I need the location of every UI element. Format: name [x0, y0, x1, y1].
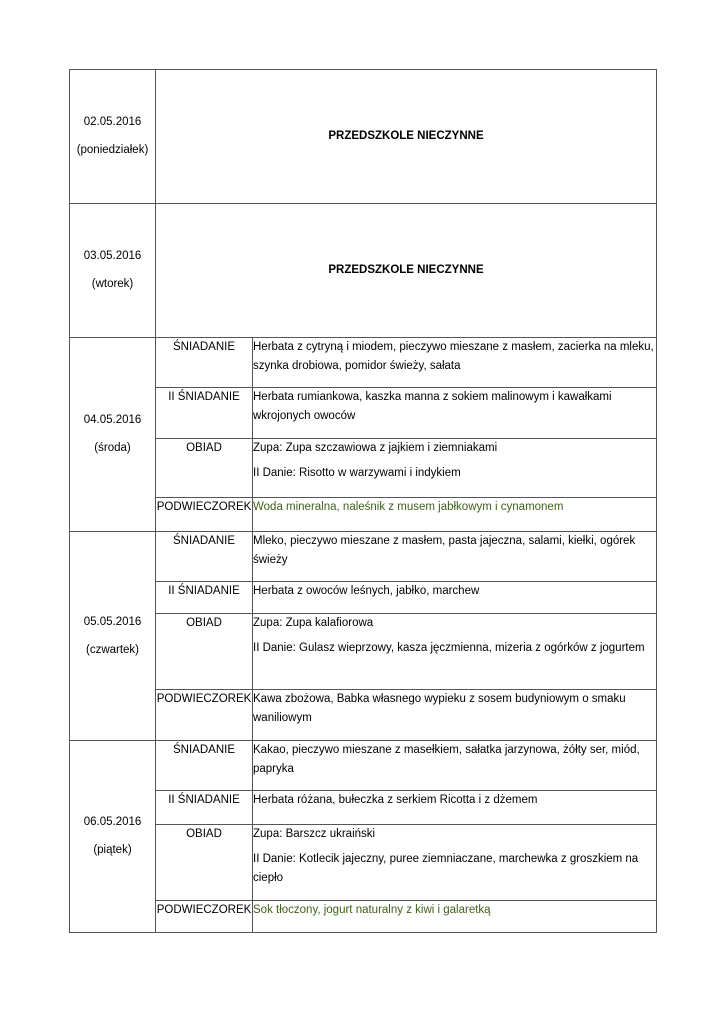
meal-text: Zupa: Zupa szczawiowa z jajkiem i ziemniakami	[253, 442, 498, 454]
meal-row	[70, 690, 657, 741]
meal-row	[70, 338, 657, 388]
meal-text: Herbata różana, bułeczka z serkiem Ricotta i z dżemem	[253, 794, 538, 806]
meal-items	[253, 614, 657, 690]
meal-row	[70, 791, 657, 825]
meal-items	[253, 582, 657, 614]
date-cell	[70, 338, 156, 532]
meal-name: ŚNIADANIE	[156, 741, 253, 791]
closed-notice: PRZEDSZKOLE NIECZYNNE	[156, 70, 657, 204]
meal-text: Zupa: Zupa kalafiorowa	[253, 617, 374, 629]
meal-text-second: II Danie: Gulasz wieprzowy, kasza jęczmienna, mizeria z ogórków z jogurtem	[253, 642, 645, 654]
date-label: 05.05.2016	[83, 615, 142, 628]
date-cell	[70, 741, 156, 933]
day-row	[70, 70, 657, 204]
meal-row	[70, 741, 657, 791]
meal-row	[70, 825, 657, 901]
meal-name: PODWIECZOREK	[156, 690, 253, 741]
date-label: 04.05.2016	[83, 414, 142, 426]
meal-items	[253, 388, 657, 439]
meal-items	[253, 741, 657, 791]
meal-name: OBIAD	[156, 825, 253, 901]
meal-items	[253, 690, 657, 741]
meal-items	[253, 498, 657, 532]
meal-text-second: II Danie: Kotlecik jajeczny, puree ziemniaczane, marchewka z groszkiem na ciepło	[253, 853, 639, 884]
meal-text: Herbata rumiankowa, kaszka manna z sokiem malinowym i kawałkami wkrojonych owoców	[253, 391, 612, 422]
meal-text-second: II Danie: Risotto w warzywami i indykiem	[253, 467, 461, 479]
meal-row	[70, 901, 657, 933]
day-row	[70, 204, 657, 338]
closed-notice: PRZEDSZKOLE NIECZYNNE	[156, 204, 657, 338]
meal-items	[253, 901, 657, 933]
meal-text: Kakao, pieczywo mieszane z masełkiem, sałatka jarzynowa, żółty ser, miód, papryka	[253, 744, 640, 775]
meal-name: II ŚNIADANIE	[156, 582, 253, 614]
meal-name: II ŚNIADANIE	[156, 388, 253, 439]
date-label: 06.05.2016	[83, 816, 142, 828]
meal-name: PODWIECZOREK	[156, 901, 253, 933]
date-label: 03.05.2016	[83, 250, 142, 262]
meal-text: Zupa: Barszcz ukraiński	[253, 828, 376, 840]
meal-text: Woda mineralna, naleśnik z musem jabłkowym i cynamonem	[253, 501, 564, 513]
meal-text: Mleko, pieczywo mieszane z masłem, pasta jajeczna, salami, kiełki, ogórek świeży	[253, 535, 636, 566]
meal-text: Kawa zbożowa, Babka własnego wypieku z sosem budyniowym o smaku waniliowym	[253, 693, 626, 724]
meal-items	[253, 791, 657, 825]
meal-items	[253, 439, 657, 498]
meal-row	[70, 439, 657, 498]
date-cell	[70, 70, 156, 204]
meal-row	[70, 498, 657, 532]
weekday-label: (piątek)	[93, 844, 132, 856]
meal-name: OBIAD	[156, 614, 253, 690]
meal-name: ŚNIADANIE	[156, 338, 253, 388]
meal-row	[70, 614, 657, 690]
meal-text: Herbata z cytryną i miodem, pieczywo mieszane z masłem, zacierka na mleku, szynka drobiowa, pomidor świeży, sałata	[253, 341, 654, 372]
date-cell	[70, 532, 156, 741]
meal-name: PODWIECZOREK	[156, 498, 253, 532]
meal-items	[253, 825, 657, 901]
weekday-label: (czwartek)	[85, 643, 140, 656]
meal-name: ŚNIADANIE	[156, 532, 253, 582]
weekday-label: (wtorek)	[91, 278, 134, 290]
meal-items	[253, 532, 657, 582]
date-label: 02.05.2016	[83, 116, 142, 128]
meal-text: Herbata z owoców leśnych, jabłko, marchew	[253, 585, 480, 597]
date-cell	[70, 204, 156, 338]
menu-table	[69, 69, 657, 933]
meal-row	[70, 532, 657, 582]
meal-row	[70, 388, 657, 439]
meal-items	[253, 338, 657, 388]
weekday-label: (środa)	[94, 442, 131, 454]
meal-text: Sok tłoczony, jogurt naturalny z kiwi i galaretką	[253, 904, 491, 916]
meal-row	[70, 582, 657, 614]
meal-name: OBIAD	[156, 439, 253, 498]
weekday-label: (poniedziałek)	[76, 144, 149, 156]
meal-name: II ŚNIADANIE	[156, 791, 253, 825]
